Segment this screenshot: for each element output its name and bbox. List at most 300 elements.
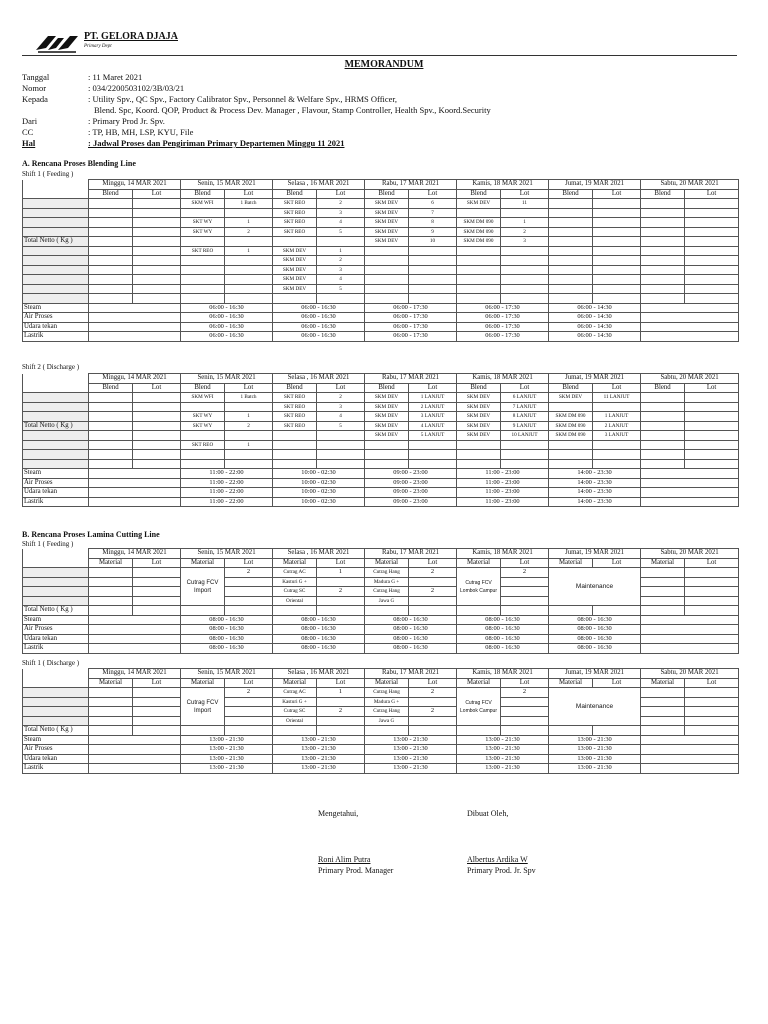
- total-cell: [501, 606, 549, 616]
- column-header: Lot: [317, 383, 365, 393]
- column-header: Lot: [225, 383, 273, 393]
- acknowledged-label: Mengetahui,: [318, 809, 359, 818]
- blend-cell: [549, 237, 593, 247]
- blend-cell: [685, 431, 739, 441]
- lot-cell: [685, 568, 739, 578]
- utility-time: [89, 313, 181, 323]
- column-header: Lot: [409, 678, 457, 688]
- label-cell: [23, 374, 89, 384]
- blend-cell: [685, 421, 739, 431]
- column-header: Lot: [593, 189, 641, 199]
- total-row: [23, 726, 739, 736]
- total-cell: [225, 606, 273, 616]
- material-cell: Cutrag Hang: [365, 688, 409, 698]
- blend-cell: [457, 265, 501, 275]
- day-header: Minggu, 14 MAR 2021: [89, 549, 181, 559]
- blend-cell: [133, 218, 181, 228]
- blend-row: [23, 275, 739, 285]
- blend-cell: 4 LANJUT: [409, 421, 457, 431]
- blend-cell: [133, 227, 181, 237]
- blend-cell: [181, 284, 225, 294]
- blend-cell: [685, 294, 739, 304]
- total-netto-label: Total Netto ( Kg ): [23, 237, 89, 247]
- blend-cell: [365, 294, 409, 304]
- blend-cell: [365, 284, 409, 294]
- day-header-row: [23, 180, 739, 190]
- blend-cell: [593, 440, 641, 450]
- utility-label: Lastrik: [23, 332, 89, 342]
- utility-label: Lastrik: [23, 497, 89, 507]
- blend-cell: [501, 275, 549, 285]
- lot-cell: [225, 587, 273, 597]
- blend-cell: [409, 284, 457, 294]
- blend-cell: [181, 450, 225, 460]
- lot-cell: [501, 697, 549, 707]
- blend-cell: [89, 199, 133, 209]
- blend-row: [23, 459, 739, 469]
- lot-cell: [133, 596, 181, 606]
- utility-time: 06:00 - 17:30: [365, 332, 457, 342]
- blend-cell: SKM DEV: [365, 431, 409, 441]
- column-header: Lot: [501, 678, 549, 688]
- blend-cell: 2: [225, 421, 273, 431]
- utility-time: [641, 488, 739, 498]
- blend-cell: [133, 393, 181, 403]
- utility-time: 06:00 - 16:30: [273, 332, 365, 342]
- blend-cell: [409, 294, 457, 304]
- section-b-title: B. Rencana Proses Lamina Cutting Line: [22, 530, 160, 539]
- blend-row: [23, 412, 739, 422]
- blend-cell: [133, 208, 181, 218]
- memo-header-value: : TP, HB, MH, LSP, KYU, File: [88, 127, 194, 137]
- total-cell: [133, 606, 181, 616]
- column-header: Blend: [89, 383, 133, 393]
- material-cell: [641, 568, 685, 578]
- utility-time: 08:00 - 16:30: [181, 615, 273, 625]
- column-header: Blend: [641, 189, 685, 199]
- blend-cell: [89, 412, 133, 422]
- blend-cell: [593, 218, 641, 228]
- blend-cell: [317, 450, 365, 460]
- blend-cell: [89, 208, 133, 218]
- blend-cell: SKM DM 090: [549, 431, 593, 441]
- blend-cell: [133, 275, 181, 285]
- section-a-shift2-label: Shift 2 ( Discharge ): [22, 363, 80, 371]
- utility-time: 08:00 - 16:30: [181, 634, 273, 644]
- utility-time: 06:00 - 17:30: [365, 313, 457, 323]
- utility-time: [641, 322, 739, 332]
- column-header-row: [23, 678, 739, 688]
- blend-cell: [685, 256, 739, 266]
- total-netto-label: [23, 459, 89, 469]
- blending-shift1-table: [22, 179, 739, 342]
- blend-row: [23, 227, 739, 237]
- day-header: Rabu, 17 MAR 2021: [365, 180, 457, 190]
- blend-cell: [181, 237, 225, 247]
- column-header: Blend: [365, 383, 409, 393]
- acknowledged-title: Primary Prod. Manager: [318, 866, 394, 875]
- lot-cell: [685, 716, 739, 726]
- blend-cell: SKM DEV: [273, 256, 317, 266]
- column-header: Lot: [593, 678, 641, 688]
- blend-cell: 11: [501, 199, 549, 209]
- column-header: Blend: [549, 383, 593, 393]
- column-header: Blend: [181, 189, 225, 199]
- utility-time: [89, 322, 181, 332]
- utility-time: 13:00 - 21:30: [457, 764, 549, 774]
- blend-cell: [685, 237, 739, 247]
- column-header: Material: [641, 678, 685, 688]
- material-cell: Cutrag SC: [273, 587, 317, 597]
- blend-cell: [181, 459, 225, 469]
- blend-cell: [365, 440, 409, 450]
- blend-cell: [641, 450, 685, 460]
- blend-cell: 2 LANJUT: [593, 421, 641, 431]
- blend-cell: [89, 265, 133, 275]
- utility-time: [641, 615, 739, 625]
- column-header: Lot: [317, 189, 365, 199]
- utility-time: 11:00 - 23:00: [457, 488, 549, 498]
- lot-cell: 2: [501, 688, 549, 698]
- blend-cell: [593, 208, 641, 218]
- blend-cell: [593, 459, 641, 469]
- utility-time: 06:00 - 14:30: [549, 322, 641, 332]
- blend-cell: [89, 431, 133, 441]
- blend-cell: SKM DEV: [365, 208, 409, 218]
- column-header: Lot: [317, 558, 365, 568]
- blend-cell: [181, 431, 225, 441]
- total-netto-label: [23, 284, 89, 294]
- utility-time: [89, 303, 181, 313]
- memo-header-key: Tanggal: [22, 72, 50, 82]
- material-cell: [641, 596, 685, 606]
- utility-label: Air Proses: [23, 625, 89, 635]
- blend-cell: [501, 294, 549, 304]
- blend-cell: [225, 450, 273, 460]
- blend-cell: [593, 237, 641, 247]
- blend-cell: [641, 393, 685, 403]
- blend-cell: [641, 275, 685, 285]
- blend-cell: 3: [317, 265, 365, 275]
- total-netto-label: [23, 246, 89, 256]
- lot-cell: [685, 707, 739, 717]
- blend-cell: [457, 208, 501, 218]
- utility-time: 08:00 - 16:30: [549, 625, 641, 635]
- blend-cell: [685, 393, 739, 403]
- lot-cell: 2: [225, 568, 273, 578]
- utility-time: 14:00 - 23:30: [549, 497, 641, 507]
- utility-time: 06:00 - 16:30: [181, 303, 273, 313]
- utility-row: [23, 644, 739, 654]
- utility-time: 11:00 - 22:00: [181, 488, 273, 498]
- utility-time: 06:00 - 17:30: [457, 313, 549, 323]
- total-cell: [457, 726, 501, 736]
- utility-time: 06:00 - 17:30: [457, 332, 549, 342]
- blend-cell: [133, 440, 181, 450]
- blend-cell: [549, 218, 593, 228]
- blend-cell: 3 LANJUT: [593, 431, 641, 441]
- blend-cell: [273, 459, 317, 469]
- total-netto-label: [23, 393, 89, 403]
- blend-cell: [641, 421, 685, 431]
- utility-time: [89, 634, 181, 644]
- blend-cell: [641, 459, 685, 469]
- blend-cell: SKM DEV: [273, 275, 317, 285]
- company-dept: Primary Dept: [84, 44, 112, 49]
- blend-cell: [501, 450, 549, 460]
- blend-cell: [641, 412, 685, 422]
- blend-cell: [593, 402, 641, 412]
- lot-cell: [501, 707, 549, 717]
- utility-time: 11:00 - 23:00: [457, 469, 549, 479]
- utility-time: 14:00 - 23:30: [549, 469, 641, 479]
- blend-cell: [641, 227, 685, 237]
- utility-time: 08:00 - 16:30: [549, 615, 641, 625]
- column-header-row: [23, 558, 739, 568]
- total-netto-label: Total Netto ( Kg ): [23, 606, 89, 616]
- lot-cell: [409, 716, 457, 726]
- blend-cell: [641, 237, 685, 247]
- blend-cell: [593, 294, 641, 304]
- utility-time: 06:00 - 14:30: [549, 332, 641, 342]
- lot-cell: [409, 697, 457, 707]
- day-header: Senin, 15 MAR 2021: [181, 549, 273, 559]
- blend-cell: [501, 246, 549, 256]
- blend-cell: [225, 294, 273, 304]
- utility-time: [641, 313, 739, 323]
- blend-cell: SKM DEV: [365, 227, 409, 237]
- utility-time: [641, 478, 739, 488]
- label-cell: [23, 383, 89, 393]
- blend-cell: 1: [225, 218, 273, 228]
- day-header: Jumat, 19 MAR 2021: [549, 180, 641, 190]
- utility-time: 06:00 - 17:30: [457, 303, 549, 313]
- column-header: Material: [181, 678, 225, 688]
- blend-cell: SKM DEV: [457, 431, 501, 441]
- blend-cell: 1 Batch: [225, 199, 273, 209]
- day-header: Sabtu, 20 MAR 2021: [641, 549, 739, 559]
- utility-time: [89, 754, 181, 764]
- blend-cell: [89, 402, 133, 412]
- total-cell: [641, 726, 685, 736]
- blend-cell: 4: [317, 275, 365, 285]
- lot-cell: 2: [409, 587, 457, 597]
- blend-cell: [593, 199, 641, 209]
- column-header: Blend: [273, 189, 317, 199]
- material-cell: Kasturi G +: [273, 577, 317, 587]
- blend-cell: SKT WY: [181, 421, 225, 431]
- material-cell: [641, 716, 685, 726]
- total-netto-label: [23, 431, 89, 441]
- blend-cell: 1: [317, 246, 365, 256]
- utility-time: 10:00 - 02:30: [273, 469, 365, 479]
- blend-cell: [549, 265, 593, 275]
- label-cell: [23, 577, 89, 587]
- memo-header-key: Hal: [22, 138, 36, 148]
- blend-cell: [225, 459, 273, 469]
- blend-cell: [641, 265, 685, 275]
- lot-cell: [317, 596, 365, 606]
- column-header: Blend: [181, 383, 225, 393]
- blend-cell: 1: [225, 246, 273, 256]
- blend-row: [23, 265, 739, 275]
- blend-cell: [89, 227, 133, 237]
- total-cell: [685, 726, 739, 736]
- label-cell: [23, 697, 89, 707]
- column-header: Lot: [685, 189, 739, 199]
- blend-cell: 5: [317, 227, 365, 237]
- blend-cell: [549, 294, 593, 304]
- lot-cell: [133, 697, 181, 707]
- total-cell: [501, 726, 549, 736]
- blend-cell: 3 LANJUT: [409, 412, 457, 422]
- made-by-label: Dibuat Oleh,: [467, 809, 509, 818]
- utility-time: [89, 332, 181, 342]
- blend-row: [23, 237, 739, 247]
- material-cell: Madura G +: [365, 697, 409, 707]
- column-header: Material: [365, 558, 409, 568]
- header-divider: [22, 55, 737, 56]
- blend-cell: [89, 256, 133, 266]
- day-header: Sabtu, 20 MAR 2021: [641, 180, 739, 190]
- blend-cell: 5: [317, 284, 365, 294]
- blend-cell: [133, 199, 181, 209]
- lot-cell: 2: [409, 688, 457, 698]
- label-cell: [23, 669, 89, 679]
- total-netto-label: Total Netto ( Kg ): [23, 726, 89, 736]
- blend-cell: SKT WY: [181, 218, 225, 228]
- utility-time: [641, 644, 739, 654]
- blend-cell: SKT REO: [273, 393, 317, 403]
- blend-cell: 3: [501, 237, 549, 247]
- column-header: Blend: [457, 189, 501, 199]
- utility-time: [89, 764, 181, 774]
- total-cell: [641, 606, 685, 616]
- day-header: Rabu, 17 MAR 2021: [365, 549, 457, 559]
- material-cell: [89, 707, 133, 717]
- maintenance-cell: Maintenance: [549, 568, 641, 606]
- blend-cell: [409, 275, 457, 285]
- utility-time: 06:00 - 16:30: [181, 332, 273, 342]
- total-netto-label: [23, 402, 89, 412]
- blend-row: [23, 393, 739, 403]
- utility-label: Udara tekan: [23, 322, 89, 332]
- total-cell: [549, 606, 593, 616]
- blend-cell: 3: [317, 402, 365, 412]
- blend-cell: [317, 459, 365, 469]
- blend-cell: [641, 284, 685, 294]
- lot-cell: [501, 716, 549, 726]
- blend-cell: [685, 265, 739, 275]
- utility-time: 08:00 - 16:30: [457, 615, 549, 625]
- blend-cell: [89, 246, 133, 256]
- blend-cell: [89, 393, 133, 403]
- material-cell: Cutrag SC: [273, 707, 317, 717]
- total-cell: [593, 726, 641, 736]
- material-cell: Oriental: [273, 596, 317, 606]
- lot-cell: 2: [317, 587, 365, 597]
- blend-cell: [89, 237, 133, 247]
- utility-time: 13:00 - 21:30: [457, 754, 549, 764]
- day-header: Jumat, 19 MAR 2021: [549, 549, 641, 559]
- blend-cell: [593, 256, 641, 266]
- column-header: Lot: [409, 383, 457, 393]
- utility-time: [641, 745, 739, 755]
- blend-cell: [685, 199, 739, 209]
- utility-time: [89, 488, 181, 498]
- blend-cell: [133, 265, 181, 275]
- total-cell: [549, 726, 593, 736]
- blend-cell: [457, 284, 501, 294]
- blend-cell: 3: [317, 208, 365, 218]
- total-cell: [409, 606, 457, 616]
- blend-cell: SKM DEV: [365, 218, 409, 228]
- blend-cell: [365, 450, 409, 460]
- utility-time: [641, 735, 739, 745]
- total-netto-label: [23, 227, 89, 237]
- day-header: Kamis, 18 MAR 2021: [457, 180, 549, 190]
- blend-cell: SKM WFI: [181, 393, 225, 403]
- blend-cell: [501, 440, 549, 450]
- utility-time: 08:00 - 16:30: [457, 634, 549, 644]
- lot-cell: 1: [317, 688, 365, 698]
- total-cell: [273, 606, 317, 616]
- utility-time: 08:00 - 16:30: [365, 625, 457, 635]
- blend-cell: 2 LANJUT: [409, 402, 457, 412]
- utility-time: 13:00 - 21:30: [181, 764, 273, 774]
- blend-cell: [685, 218, 739, 228]
- total-cell: [593, 606, 641, 616]
- blend-cell: [549, 284, 593, 294]
- utility-time: 08:00 - 16:30: [365, 634, 457, 644]
- blend-cell: [273, 431, 317, 441]
- column-header: Lot: [501, 189, 549, 199]
- utility-label: Steam: [23, 615, 89, 625]
- blend-row: [23, 246, 739, 256]
- blend-cell: [273, 440, 317, 450]
- label-cell: [23, 678, 89, 688]
- utility-time: 13:00 - 21:30: [181, 745, 273, 755]
- day-header: Senin, 15 MAR 2021: [181, 180, 273, 190]
- blend-cell: [641, 294, 685, 304]
- lot-cell: [317, 697, 365, 707]
- material-cell: [89, 587, 133, 597]
- lot-cell: 1: [317, 568, 365, 578]
- lot-cell: [225, 697, 273, 707]
- blend-cell: SKT REO: [181, 440, 225, 450]
- blend-cell: 1 LANJUT: [593, 412, 641, 422]
- material-cell: Cutrag AC: [273, 568, 317, 578]
- blend-cell: [457, 246, 501, 256]
- utility-time: [641, 332, 739, 342]
- column-header: Blend: [549, 189, 593, 199]
- utility-time: 14:00 - 23:30: [549, 478, 641, 488]
- utility-time: 08:00 - 16:30: [181, 644, 273, 654]
- material-cell: Cutrag Hang: [365, 568, 409, 578]
- utility-time: 08:00 - 16:30: [181, 625, 273, 635]
- blend-cell: [89, 459, 133, 469]
- utility-label: Udara tekan: [23, 634, 89, 644]
- column-header-row: [23, 383, 739, 393]
- blend-cell: [133, 256, 181, 266]
- blend-cell: [549, 256, 593, 266]
- blend-cell: [181, 265, 225, 275]
- blend-row: [23, 256, 739, 266]
- blend-cell: [641, 246, 685, 256]
- blend-cell: [409, 256, 457, 266]
- memo-header-key: CC: [22, 127, 34, 137]
- utility-time: 08:00 - 16:30: [273, 625, 365, 635]
